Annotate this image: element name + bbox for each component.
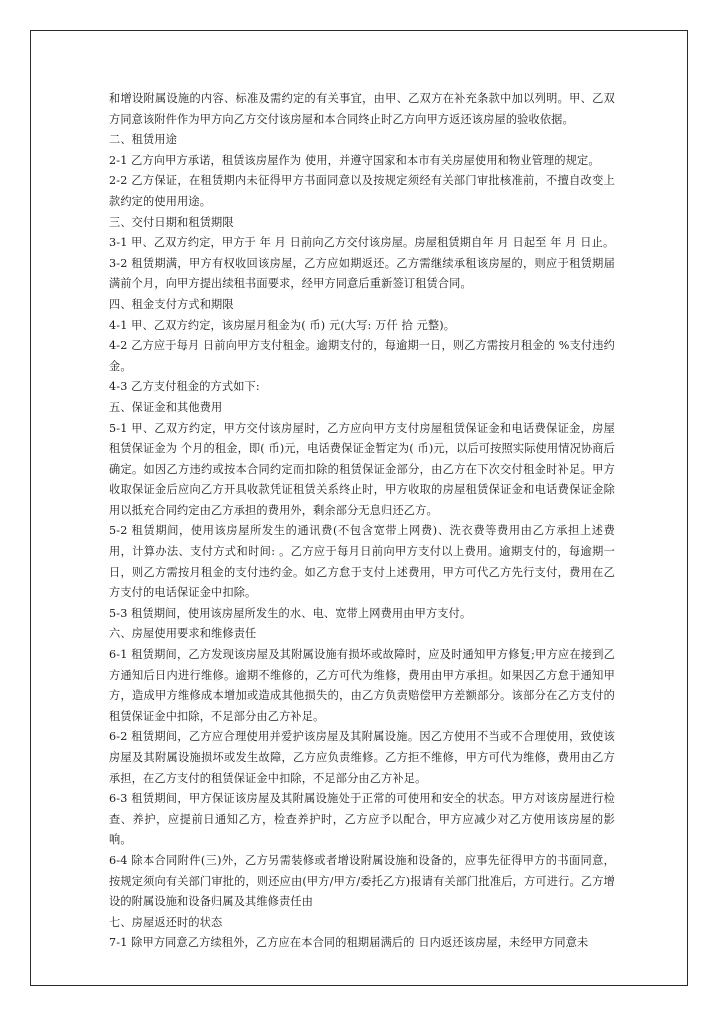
clause-6-3: 6-3 租赁期间，甲方保证该房屋及其附属设施处于正常的可使用和安全的状态。甲方对该房屋进行检查、养护，应提前日通知乙方，检查养护时，乙方应予以配合，甲方应减少对乙方使用该房屋的影响。	[109, 792, 615, 847]
document-body	[109, 89, 615, 954]
clause-4-2: 4-2 乙方应于每月 日前向甲方支付租金。逾期支付的，每逾期一日，则乙方需按月租金的 %支付违约金。	[109, 339, 615, 373]
clause-7-1: 7-1 除甲方同意乙方续租外，乙方应在本合同的租期届满后的 日内返还该房屋，未经甲方同意未	[109, 936, 589, 950]
clause-5-3: 5-3 租赁期间，使用该房屋所发生的水、电、宽带上网费用由甲方支付。	[109, 606, 472, 620]
section-heading-return-condition: 七、房屋返还时的状态	[109, 915, 223, 929]
clause-3-1: 3-1 甲、乙双方约定，甲方于 年 月 日前向乙方交付该房屋。房屋租赁期自年 月 日起至 年 月 日止。	[109, 236, 615, 250]
clause-4-1: 4-1 甲、乙双方约定，该房屋月租金为( 币) 元(大写: 万仟 拾 元整)。	[109, 318, 456, 332]
clause-3-2: 3-2 租赁期满，甲方有权收回该房屋，乙方应如期返还。乙方需继续承租该房屋的，则应于租赁期届满前个月，向甲方提出续租书面要求，经甲方同意后重新签订租赁合同。	[109, 256, 615, 291]
paragraph-attachment-continued: 和增设附属设施的内容、标准及需约定的有关事宜，由甲、乙双方在补充条款中加以列明。甲、乙双方同意该附件作为甲方向乙方交付该房屋和本合同终止时乙方向甲方返还该房屋的验收依据。	[109, 92, 615, 126]
clause-5-1: 5-1 甲、乙双方约定，甲方交付该房屋时，乙方应向甲方支付房屋租赁保证金和电话费保证金，房屋租赁保证金为 个月的租金，即( 币)元，电话费保证金暂定为( 币)元，以后可按照实际使用情况协商后确定。如因乙方违约或按本合同约定而扣除的租赁保证金部分，由乙方在下次交付租金时补足。甲方收取保证金后应向乙方开具收款凭证租赁关系终止时，甲方收取的房屋租赁保证金和电话费保证金除用以抵充合同约定由乙方承担的费用外，剩余部分无息归还乙方。	[109, 421, 615, 517]
clause-6-2: 6-2 租赁期间，乙方应合理使用并爱护该房屋及其附属设施。因乙方使用不当或不合理使用，致使该房屋及其附属设施损坏或发生故障，乙方应负责维修。乙方拒不维修，甲方可代为维修，费用由乙方承担，在乙方支付的租赁保证金中扣除，不足部分由乙方补足。	[109, 730, 615, 785]
clause-2-2: 2-2 乙方保证，在租赁期内未征得甲方书面同意以及按规定须经有关部门审批核准前，不擅自改变上款约定的使用用途。	[109, 174, 615, 208]
clause-2-1: 2-1 乙方向甲方承诺，租赁该房屋作为 使用，并遵守国家和本市有关房屋使用和物业管理的规定。	[109, 153, 600, 167]
clause-5-2: 5-2 租赁期间，使用该房屋所发生的通讯费(不包含宽带上网费)、洗衣费等费用由乙方承担上述费用，计算办法、支付方式和时间: 。乙方应于每月日前向甲方支付以上费用。逾期支付的，每逾期一日，则乙方需按月租金的支付违约金。如乙方怠于支付上述费用，甲方可代乙方先行支付，费用在乙方支付的电话保证金中扣除。	[109, 524, 615, 600]
clause-6-1: 6-1 租赁期间，乙方发现该房屋及其附属设施有损坏或故障时，应及时通知甲方修复;甲方应在接到乙方通知后日内进行维修。逾期不维修的，乙方可代为维修，费用由甲方承担。如果因乙方怠于通知甲方，造成甲方维修成本增加或造成其他损失的，由乙方负责赔偿甲方差额部分。该部分在乙方支付的租赁保证金中扣除，不足部分由乙方补足。	[109, 648, 615, 723]
section-heading-lease-purpose: 二、租赁用途	[109, 133, 178, 147]
section-heading-deposit-and-fees: 五、保证金和其他费用	[109, 400, 223, 414]
section-heading-delivery-and-term: 三、交付日期和租赁期限	[109, 215, 234, 229]
clause-6-4: 6-4 除本合同附件(三)外，乙方另需装修或者增设附属设施和设备的，应事先征得甲方的书面同意，按规定须向有关部门审批的，则还应由(甲方/甲方/委托乙方)报请有关部门批准后，方可进行。乙方增设的附属设施和设备归属及其维修责任由	[109, 853, 615, 909]
section-heading-usage-and-maintenance: 六、房屋使用要求和维修责任	[109, 627, 257, 641]
section-heading-rent-payment: 四、租金支付方式和期限	[109, 297, 234, 311]
clause-4-3: 4-3 乙方支付租金的方式如下:	[109, 380, 260, 394]
